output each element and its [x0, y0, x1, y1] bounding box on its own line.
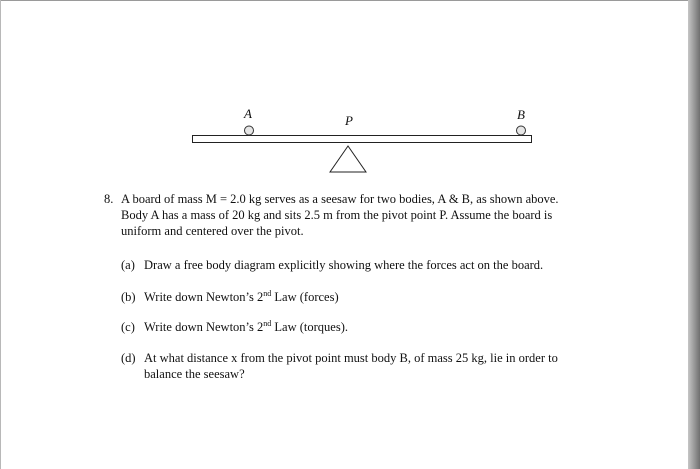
- part-c-text-tail: Law (torques).: [271, 320, 348, 334]
- part-b-text-tail: Law (forces): [271, 290, 339, 304]
- part-b-text-main: Write down Newton’s 2: [144, 290, 264, 304]
- part-c-superscript: nd: [263, 318, 272, 328]
- part-d-label: (d): [121, 351, 136, 365]
- seesaw-diagram: [0, 0, 700, 200]
- body-b-marker: [517, 126, 526, 135]
- label-p: P: [345, 113, 353, 128]
- label-b: B: [517, 107, 525, 122]
- part-a-text: Draw a free body diagram explicitly showing where the forces act on the board.: [144, 258, 544, 272]
- label-a: A: [244, 106, 252, 121]
- part-c: [121, 319, 591, 335]
- part-d-text: At what distance x from the pivot point must body B, of mass 25 kg, lie in order to balance the seesaw?: [144, 351, 558, 381]
- question-number: 8.: [104, 192, 114, 206]
- question-8: [104, 191, 584, 239]
- part-b-text: [144, 289, 591, 305]
- seesaw-board: [193, 136, 532, 143]
- body-a-marker: [245, 126, 254, 135]
- part-b: [121, 289, 591, 305]
- question-text: A board of mass M = 2.0 kg serves as a seesaw for two bodies, A & B, as shown above. Body A has a mass of 20 kg and sits 2.5 m from the pivot point P. Assume the board is uniform and centered over the pivot.: [121, 192, 559, 238]
- part-c-label: (c): [121, 320, 135, 334]
- pivot-triangle: [330, 146, 366, 172]
- seesaw-svg: [0, 0, 700, 200]
- part-b-label: (b): [121, 290, 136, 304]
- part-c-text: [144, 319, 591, 335]
- part-b-superscript: nd: [263, 288, 272, 298]
- part-a: [121, 257, 591, 273]
- part-d: [121, 350, 591, 382]
- part-a-label: (a): [121, 258, 135, 272]
- part-c-text-main: Write down Newton’s 2: [144, 320, 264, 334]
